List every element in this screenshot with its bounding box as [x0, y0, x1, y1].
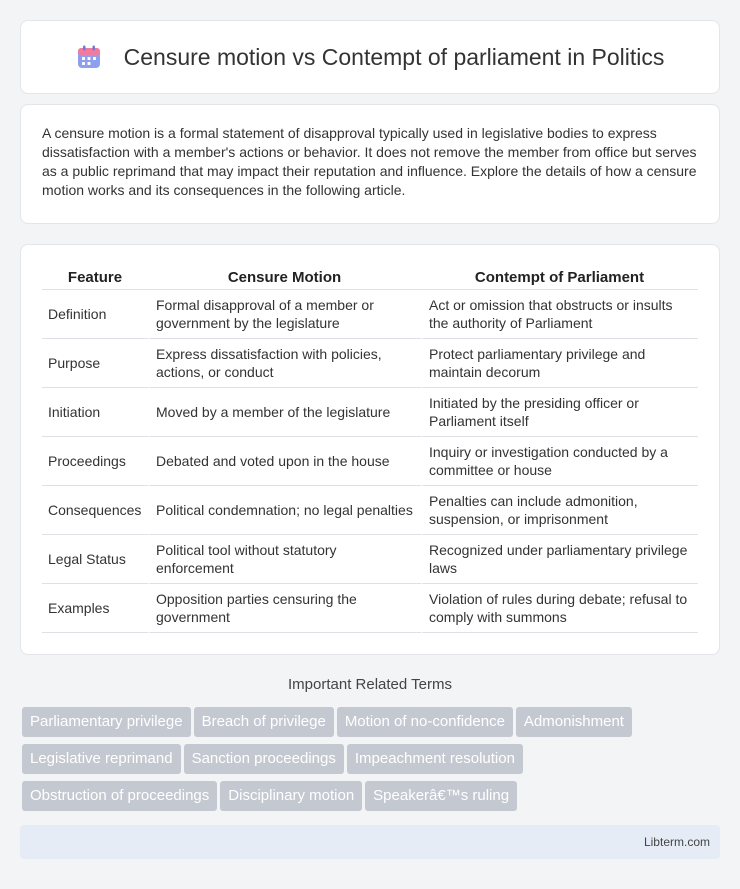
table-cell: Legal Status — [42, 535, 148, 584]
footer-site-link[interactable]: Libterm.com — [643, 835, 710, 849]
page-title: Censure motion vs Contempt of parliament in Politics — [123, 43, 665, 70]
table-cell: Political condemnation; no legal penalties — [148, 486, 421, 535]
table-cell: Proceedings — [42, 437, 148, 486]
related-term-tag[interactable]: Breach of privilege — [194, 707, 334, 737]
related-term-tag[interactable]: Motion of no-confidence — [337, 707, 513, 737]
table-row — [42, 388, 698, 437]
related-term-tag[interactable]: Sanction proceedings — [184, 744, 344, 774]
related-terms-list — [22, 707, 722, 818]
intro-card — [20, 104, 720, 224]
table-cell: Inquiry or investigation conducted by a committee or house — [421, 437, 698, 486]
table-cell: Moved by a member of the legislature — [148, 388, 421, 437]
table-row — [42, 535, 698, 584]
related-term-tag[interactable]: Admonishment — [516, 707, 632, 737]
table-cell: Penalties can include admonition, suspension, or imprisonment — [421, 486, 698, 535]
table-cell: Opposition parties censuring the government — [148, 584, 421, 633]
table-row — [42, 437, 698, 486]
calendar-icon — [76, 44, 102, 70]
table-cell: Purpose — [42, 339, 148, 388]
table-row — [42, 290, 698, 339]
table-row — [42, 486, 698, 535]
related-term-tag[interactable]: Disciplinary motion — [220, 781, 362, 811]
comparison-card — [20, 244, 720, 655]
table-row — [42, 339, 698, 388]
table-header-row — [42, 267, 698, 290]
intro-text: A censure motion is a formal statement of disapproval typically used in legislative bodies to express dissatisfaction with a member's actions or behavior. It does not remove the member from office but serves as a public reprimand that may impact their reputation and influence. Explore the details of how a censure motion works and its consequences in the following article. — [42, 125, 697, 198]
table-row — [42, 584, 698, 633]
table-cell: Consequences — [42, 486, 148, 535]
related-terms-title: Important Related Terms — [288, 676, 452, 693]
footer — [20, 825, 720, 859]
related-term-tag[interactable]: Obstruction of proceedings — [22, 781, 217, 811]
table-cell: Act or omission that obstructs or insults the authority of Parliament — [421, 290, 698, 339]
table-cell: Protect parliamentary privilege and maintain decorum — [421, 339, 698, 388]
table-cell: Examples — [42, 584, 148, 633]
related-term-tag[interactable]: Legislative reprimand — [22, 744, 181, 774]
table-cell: Recognized under parliamentary privilege laws — [421, 535, 698, 584]
header-feature: Feature — [42, 267, 148, 290]
table-cell: Initiation — [42, 388, 148, 437]
table-cell: Initiated by the presiding officer or Parliament itself — [421, 388, 698, 437]
table-cell: Debated and voted upon in the house — [148, 437, 421, 486]
table-cell: Violation of rules during debate; refusal to comply with summons — [421, 584, 698, 633]
header-contempt-of-parliament: Contempt of Parliament — [421, 267, 698, 290]
table-cell: Express dissatisfaction with policies, actions, or conduct — [148, 339, 421, 388]
table-cell: Political tool without statutory enforcement — [148, 535, 421, 584]
related-term-tag[interactable]: Impeachment resolution — [347, 744, 523, 774]
comparison-table — [42, 267, 698, 633]
header-censure-motion: Censure Motion — [148, 267, 421, 290]
table-cell: Formal disapproval of a member or government by the legislature — [148, 290, 421, 339]
table-cell: Definition — [42, 290, 148, 339]
header-card — [20, 20, 720, 94]
related-term-tag[interactable]: Speakerâ€™s ruling — [365, 781, 517, 811]
related-term-tag[interactable]: Parliamentary privilege — [22, 707, 191, 737]
